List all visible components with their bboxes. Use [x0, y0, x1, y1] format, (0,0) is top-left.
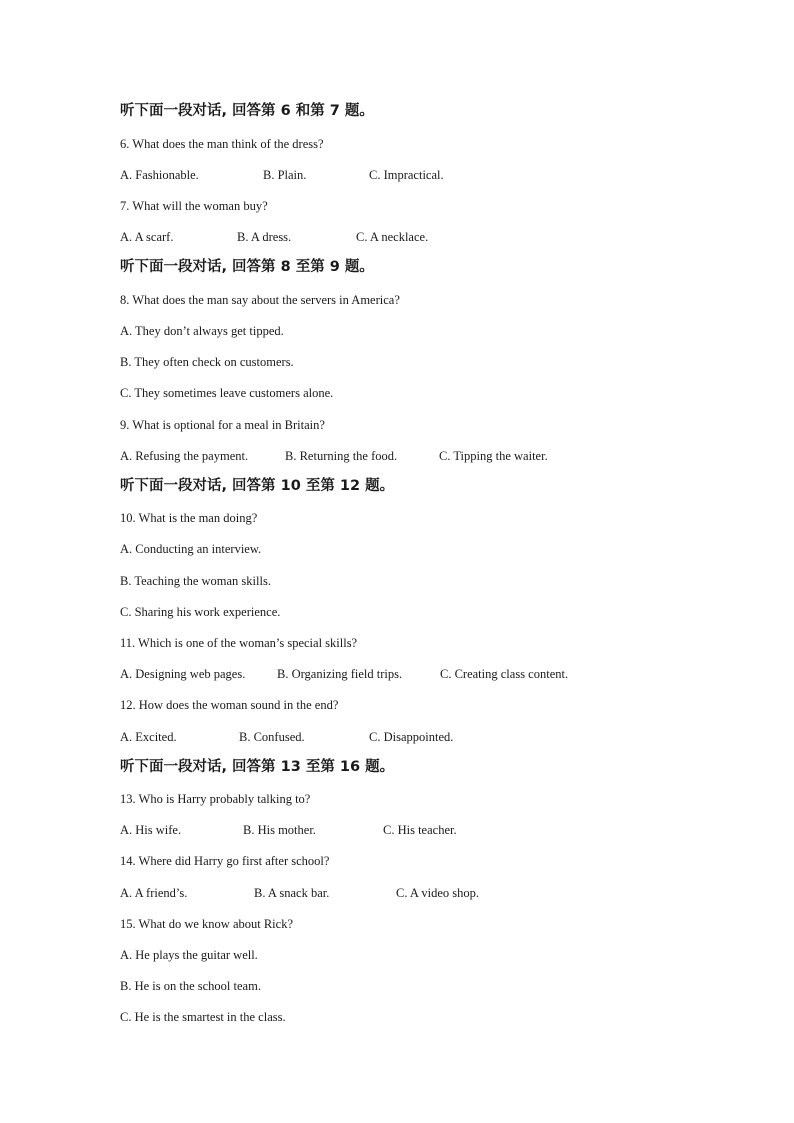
option-a: A. Conducting an interview.	[120, 542, 262, 556]
option-c: C. A necklace.	[356, 230, 429, 244]
section-heading: 听下面一段对话, 回答第 6 和第 7 题。	[120, 103, 374, 119]
section-heading: 听下面一段对话, 回答第 13 至第 16 题。	[120, 759, 395, 775]
option-c: C. His teacher.	[383, 823, 457, 837]
option-a: A. A friend’s.	[120, 886, 188, 900]
option-a: A. His wife.	[120, 823, 182, 837]
option-c: C. Tipping the waiter.	[439, 449, 548, 463]
option-b: B. Returning the food.	[285, 449, 398, 463]
option-b: B. A snack bar.	[254, 886, 330, 900]
option-c: C. Impractical.	[369, 168, 444, 182]
option-a: A. Designing web pages.	[120, 667, 246, 681]
question-stem: 11. Which is one of the woman’s special skills?	[120, 636, 358, 650]
question-stem: 9. What is optional for a meal in Britain?	[120, 418, 325, 432]
option-c: C. He is the smartest in the class.	[120, 1010, 286, 1024]
section-heading: 听下面一段对话, 回答第 10 至第 12 题。	[120, 478, 395, 494]
question-stem: 14. Where did Harry go first after school?	[120, 854, 330, 868]
option-a: A. Refusing the payment.	[120, 449, 249, 463]
option-b: B. Organizing field trips.	[277, 667, 403, 681]
question-stem: 10. What is the man doing?	[120, 511, 258, 525]
question-stem: 13. Who is Harry probably talking to?	[120, 792, 311, 806]
option-a: A. They don’t always get tipped.	[120, 324, 284, 338]
question-stem: 12. How does the woman sound in the end?	[120, 698, 339, 712]
option-c: C. A video shop.	[396, 886, 479, 900]
option-b: B. They often check on customers.	[120, 355, 294, 369]
option-b: B. His mother.	[243, 823, 316, 837]
question-stem: 15. What do we know about Rick?	[120, 917, 293, 931]
option-b: B. Plain.	[263, 168, 307, 182]
option-a: A. Fashionable.	[120, 168, 199, 182]
option-b: B. Confused.	[239, 730, 305, 744]
question-stem: 6. What does the man think of the dress?	[120, 137, 324, 151]
section-heading: 听下面一段对话, 回答第 8 至第 9 题。	[120, 259, 374, 275]
option-a: A. Excited.	[120, 730, 177, 744]
question-stem: 8. What does the man say about the servers in America?	[120, 293, 400, 307]
option-b: B. He is on the school team.	[120, 979, 261, 993]
option-c: C. Creating class content.	[440, 667, 569, 681]
option-b: B. A dress.	[237, 230, 292, 244]
option-a: A. He plays the guitar well.	[120, 948, 258, 962]
option-c: C. They sometimes leave customers alone.	[120, 386, 334, 400]
option-b: B. Teaching the woman skills.	[120, 574, 271, 588]
option-c: C. Sharing his work experience.	[120, 605, 281, 619]
option-c: C. Disappointed.	[369, 730, 454, 744]
option-a: A. A scarf.	[120, 230, 174, 244]
question-stem: 7. What will the woman buy?	[120, 199, 268, 213]
